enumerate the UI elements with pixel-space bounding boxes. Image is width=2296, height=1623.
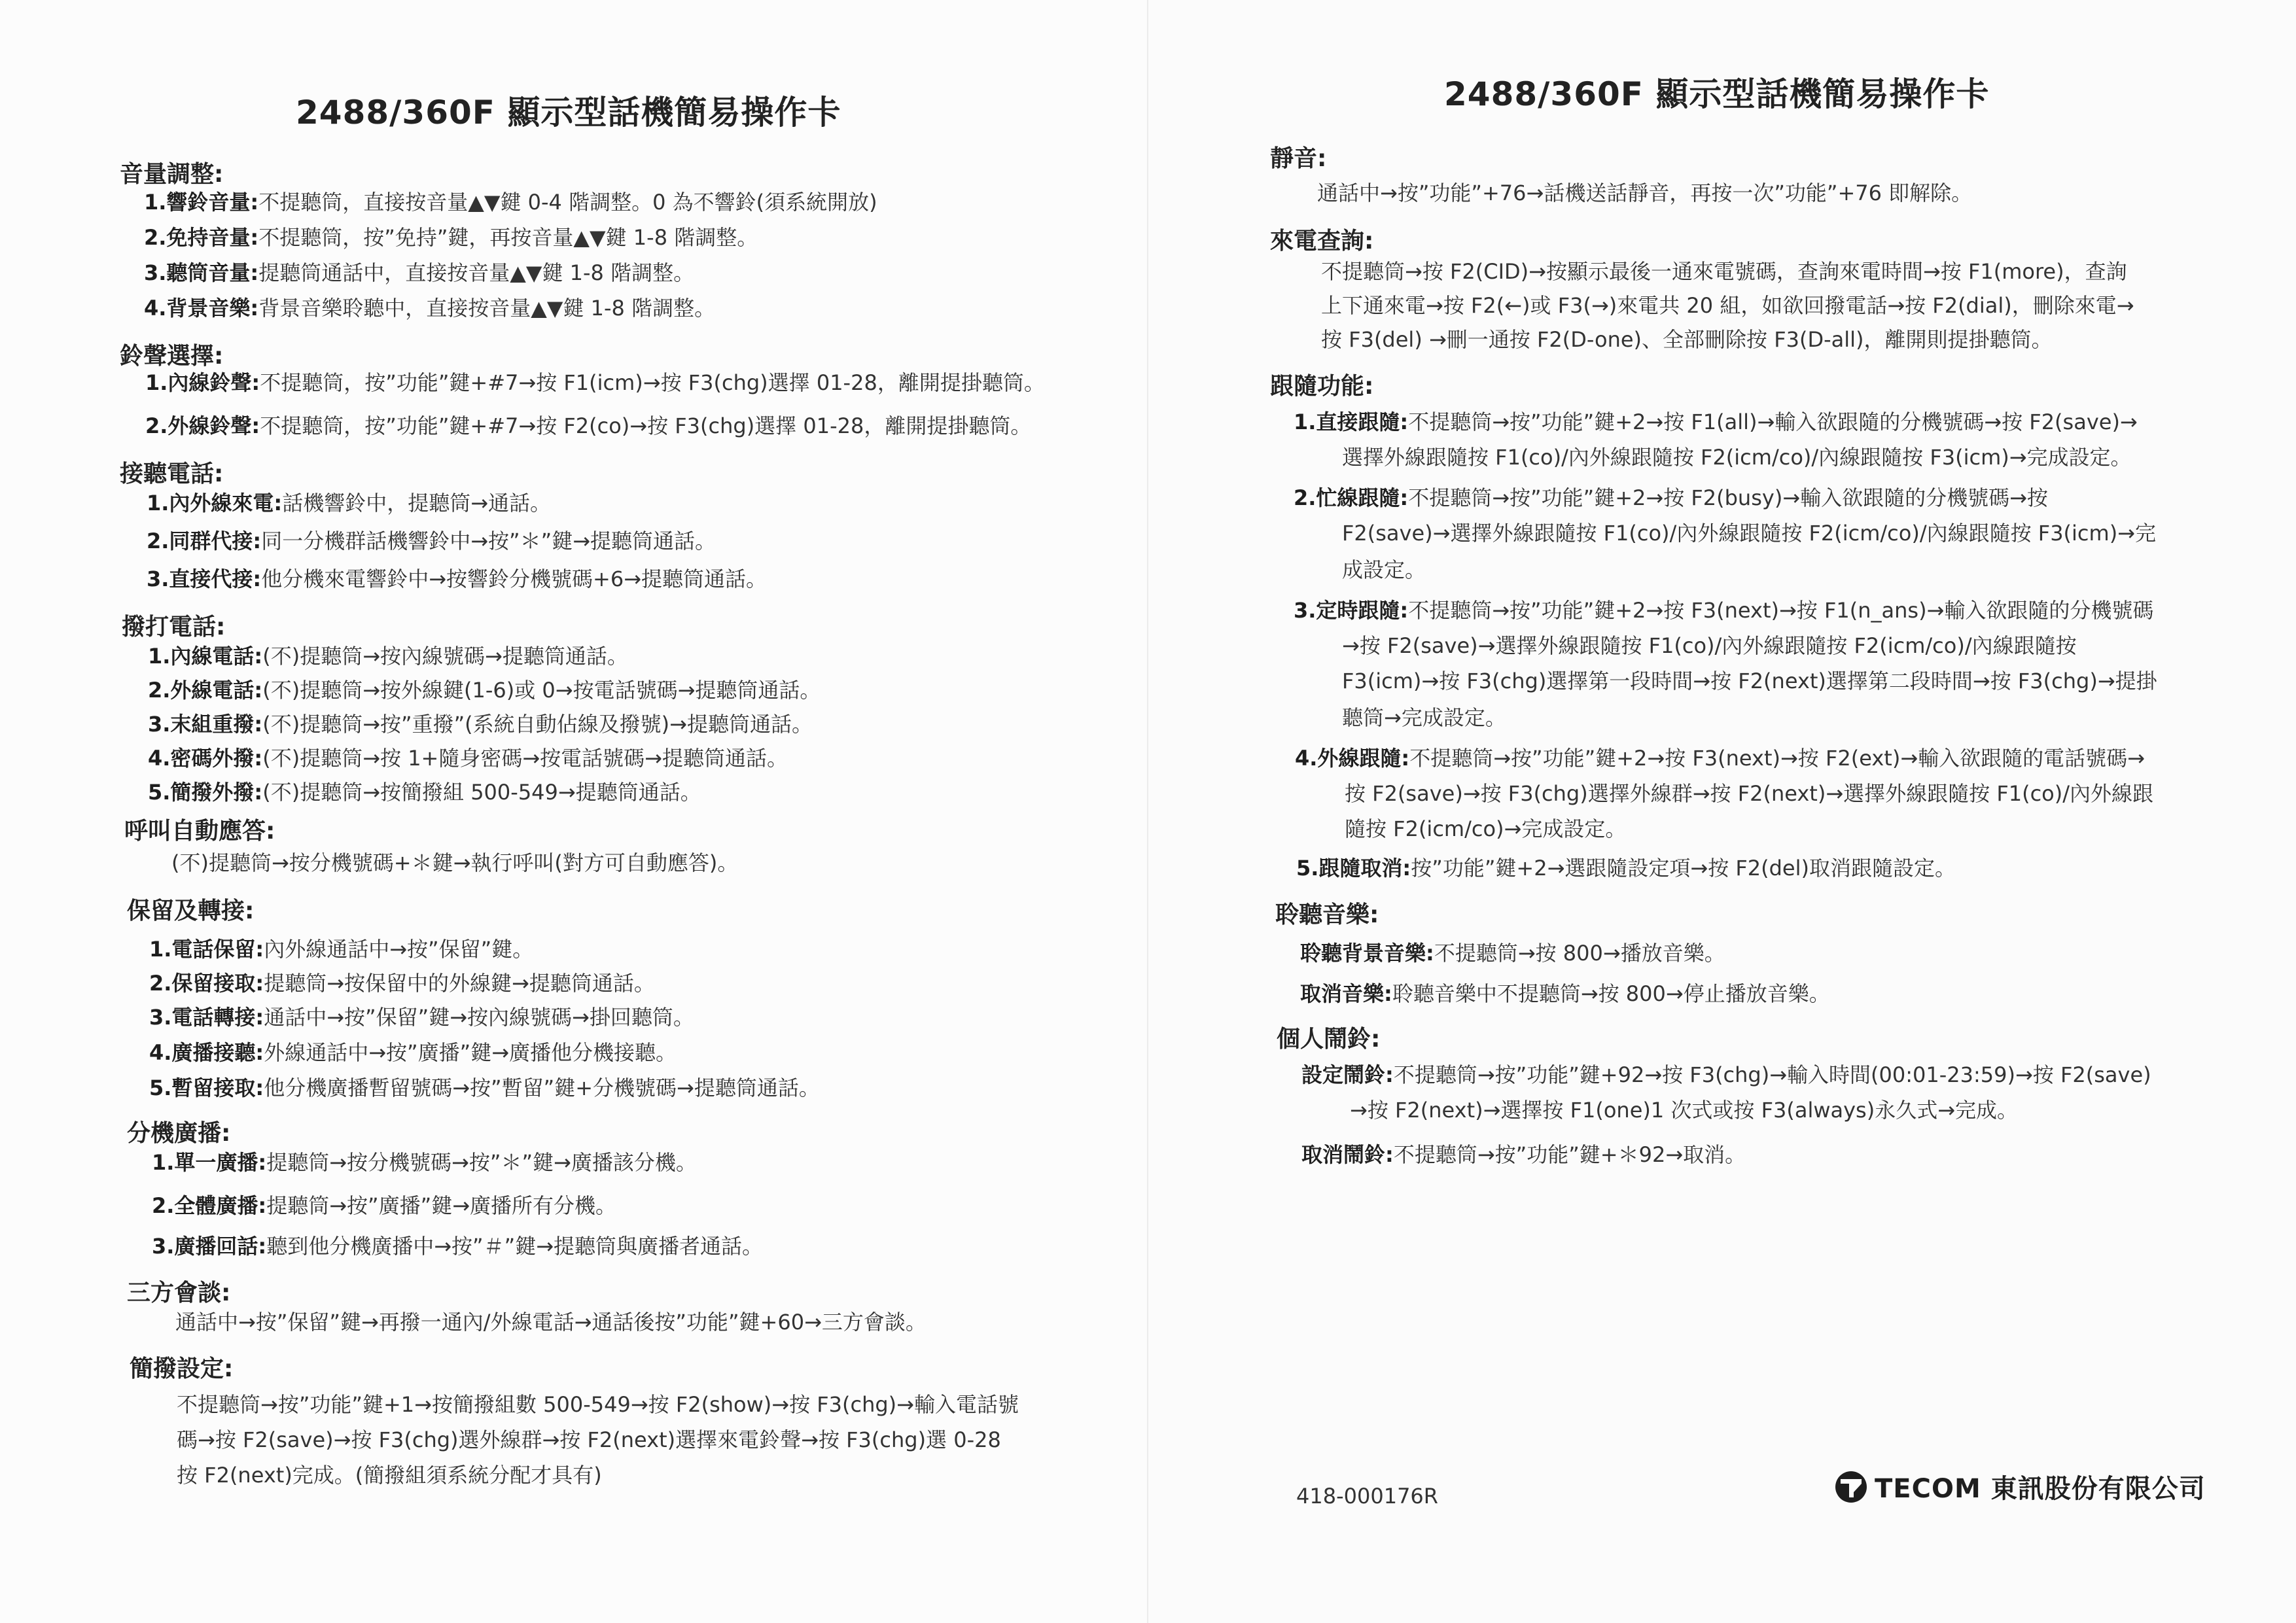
left-header-speeddial: 簡撥設定:: [130, 1355, 234, 1382]
dial-line-4: 4.密碼外撥:(不)提聽筒→按 1+隨身密碼→按電話號碼→提聽筒通話。: [148, 746, 788, 771]
ring-line-2: 2.外線鈴聲:不提聽筒，按”功能”鍵+#7→按 F2(co)→按 F3(chg)選擇 01-28，離開提掛聽筒。: [145, 413, 1032, 438]
callerid-line-3: 按 F3(del) →刪一通按 F2(D-one)、全部刪除按 F3(D-all)，離開則提掛聽筒。: [1321, 327, 2053, 352]
speeddial-line-3: 按 F2(next)完成。(簡撥組須系統分配才具有): [177, 1463, 602, 1488]
forward-line-2c: 成設定。: [1342, 557, 1426, 582]
left-header-volume: 音量調整:: [120, 161, 224, 188]
right-header-forward: 跟隨功能:: [1270, 373, 1374, 400]
volume-line-3: 3.聽筒音量:提聽筒通話中，直接按音量▲▼鍵 1-8 階調整。: [144, 260, 695, 285]
ring-line-1: 1.內線鈴聲:不提聽筒，按”功能”鍵+#7→按 F1(icm)→按 F3(chg)選擇 01-28，離開提掛聽筒。: [145, 370, 1045, 395]
volume-line-2: 2.免持音量:不提聽筒，按”免持”鍵，再按音量▲▼鍵 1-8 階調整。: [144, 225, 758, 250]
forward-line-4b: 按 F2(save)→按 F3(chg)選擇外線群→按 F2(next)→選擇外線跟隨按 F1(co)/內外線跟: [1345, 781, 2154, 806]
speeddial-line-1: 不提聽筒→按”功能”鍵+1→按簡撥組數 500-549→按 F2(show)→按 F3(chg)→輸入電話號: [177, 1392, 1019, 1417]
dial-line-5: 5.簡撥外撥:(不)提聽筒→按簡撥組 500-549→提聽筒通話。: [148, 780, 701, 805]
tecom-logo-icon: [1834, 1470, 1868, 1504]
tecom-logo-text: TECOM 東訊股份有限公司: [1875, 1474, 2206, 1504]
tecom-logo: [1834, 1468, 2206, 1505]
forward-line-3c: F3(icm)→按 F3(chg)選擇第一段時間→按 F2(next)選擇第二段時間→按 F3(chg)→提掛: [1342, 669, 2157, 693]
left-header-autoanswer: 呼叫自動應答:: [124, 818, 275, 845]
dial-line-2: 2.外線電話:(不)提聽筒→按外線鍵(1-6)或 0→按電話號碼→提聽筒通話。: [148, 678, 821, 703]
hold-line-4: 4.廣播接聽:外線通話中→按”廣播”鍵→廣播他分機接聽。: [149, 1040, 677, 1065]
volume-line-4: 4.背景音樂:背景音樂聆聽中，直接按音量▲▼鍵 1-8 階調整。: [144, 296, 716, 321]
left-header-page: 分機廣播:: [127, 1120, 231, 1147]
forward-line-1: 1.直接跟隨:不提聽筒→按”功能”鍵+2→按 F1(all)→輸入欲跟隨的分機號碼→按 F2(save)→: [1294, 410, 2138, 434]
autoanswer-line-1: (不)提聽筒→按分機號碼+＊鍵→執行呼叫(對方可自動應答)。: [171, 850, 739, 875]
left-header-hold: 保留及轉接:: [127, 898, 255, 924]
forward-line-3: 3.定時跟隨:不提聽筒→按”功能”鍵+2→按 F3(next)→按 F1(n_ans)→輸入欲跟隨的分機號碼: [1294, 598, 2154, 623]
forward-line-5: 5.跟隨取消:按”功能”鍵+2→選跟隨設定項→按 F2(del)取消跟隨設定。: [1296, 856, 1956, 881]
page-line-1: 1.單一廣播:提聽筒→按分機號碼→按”＊”鍵→廣播該分機。: [152, 1150, 697, 1175]
speeddial-line-2: 碼→按 F2(save)→按 F3(chg)選外線群→按 F2(next)選擇來電鈴聲→按 F3(chg)選 0-28: [177, 1427, 1001, 1452]
answer-line-1: 1.內外線來電:話機響鈴中，提聽筒→通話。: [147, 491, 552, 515]
callerid-line-2: 上下通來電→按 F2(←)或 F3(→)來電共 20 組，如欲回撥電話→按 F2(dial)，刪除來電→: [1321, 293, 2134, 318]
left-header-ring: 鈴聲選擇:: [120, 343, 224, 370]
alarm-line-1b: →按 F2(next)→選擇按 F1(one)1 次式或按 F3(always)永久式→完成。: [1350, 1098, 2019, 1123]
hold-line-2: 2.保留接取:提聽筒→按保留中的外線鍵→提聽筒通話。: [149, 971, 655, 996]
hold-line-1: 1.電話保留:內外線通話中→按”保留”鍵。: [149, 937, 534, 962]
volume-line-1: 1.響鈴音量:不提聽筒，直接按音量▲▼鍵 0-4 階調整。0 為不響鈴(須系統開放): [144, 190, 877, 215]
right-header-mute: 靜音:: [1270, 145, 1327, 172]
left-title: 2488/360F 顯示型話機簡易操作卡: [296, 94, 841, 131]
right-header-callerid: 來電查詢:: [1270, 228, 1374, 254]
mute-line-1: 通話中→按”功能”+76→話機送話靜音，再按一次”功能”+76 即解除。: [1317, 181, 1973, 205]
left-header-dial: 撥打電話:: [122, 614, 226, 640]
part-number: 418-000176R: [1296, 1484, 1439, 1509]
alarm-line-2: 取消鬧鈴:不提聽筒→按”功能”鍵+＊92→取消。: [1301, 1142, 1746, 1167]
dial-line-1: 1.內線電話:(不)提聽筒→按內線號碼→提聽筒通話。: [148, 644, 628, 669]
conference-line-1: 通話中→按”保留”鍵→再撥一通內/外線電話→通話後按”功能”鍵+60→三方會談。: [175, 1310, 927, 1335]
left-header-answer: 接聽電話:: [120, 461, 224, 487]
dial-line-3: 3.末組重撥:(不)提聽筒→按”重撥”(系統自動佔線及撥號)→提聽筒通話。: [148, 712, 813, 737]
answer-line-3: 3.直接代接:他分機來電響鈴中→按響鈴分機號碼+6→提聽筒通話。: [147, 567, 768, 591]
forward-line-1b: 選擇外線跟隨按 F1(co)/內外線跟隨按 F2(icm/co)/內線跟隨按 F3(icm)→完成設定。: [1342, 445, 2132, 470]
forward-line-4c: 隨按 F2(icm/co)→完成設定。: [1345, 816, 1627, 841]
right-header-alarm: 個人鬧鈴:: [1277, 1026, 1381, 1053]
right-header-music: 聆聽音樂:: [1275, 901, 1379, 928]
answer-line-2: 2.同群代接:同一分機群話機響鈴中→按”＊”鍵→提聽筒通話。: [147, 529, 716, 553]
music-line-2: 取消音樂:聆聽音樂中不提聽筒→按 800→停止播放音樂。: [1300, 981, 1830, 1006]
hold-line-3: 3.電話轉接:通話中→按”保留”鍵→按內線號碼→掛回聽筒。: [149, 1005, 694, 1030]
left-header-conference: 三方會談:: [127, 1280, 231, 1306]
page-line-2: 2.全體廣播:提聽筒→按”廣播”鍵→廣播所有分機。: [152, 1193, 617, 1218]
right-page: [1148, 0, 2296, 1623]
callerid-line-1: 不提聽筒→按 F2(CID)→按顯示最後一通來電號碼，查詢來電時間→按 F1(more)，查詢: [1321, 259, 2127, 284]
right-title: 2488/360F 顯示型話機簡易操作卡: [1444, 75, 1990, 113]
forward-line-3b: →按 F2(save)→選擇外線跟隨按 F1(co)/內外線跟隨按 F2(icm/co)/內線跟隨按: [1342, 633, 2077, 658]
forward-line-2b: F2(save)→選擇外線跟隨按 F1(co)/內外線跟隨按 F2(icm/co)/內線跟隨按 F3(icm)→完: [1342, 521, 2156, 546]
alarm-line-1: 設定鬧鈴:不提聽筒→按”功能”鍵+92→按 F3(chg)→輸入時間(00:01-23:59)→按 F2(save): [1301, 1062, 2151, 1087]
forward-line-4: 4.外線跟隨:不提聽筒→按”功能”鍵+2→按 F3(next)→按 F2(ext)→輸入欲跟隨的電話號碼→: [1295, 746, 2145, 771]
forward-line-3d: 聽筒→完成設定。: [1342, 705, 1506, 730]
forward-line-2: 2.忙線跟隨:不提聽筒→按”功能”鍵+2→按 F2(busy)→輸入欲跟隨的分機號碼→按: [1294, 485, 2048, 510]
hold-line-5: 5.暫留接取:他分機廣播暫留號碼→按”暫留”鍵+分機號碼→提聽筒通話。: [149, 1075, 820, 1100]
page-line-3: 3.廣播回話:聽到他分機廣播中→按”＃”鍵→提聽筒與廣播者通話。: [152, 1234, 764, 1259]
music-line-1: 聆聽背景音樂:不提聽筒→按 800→播放音樂。: [1300, 941, 1725, 966]
